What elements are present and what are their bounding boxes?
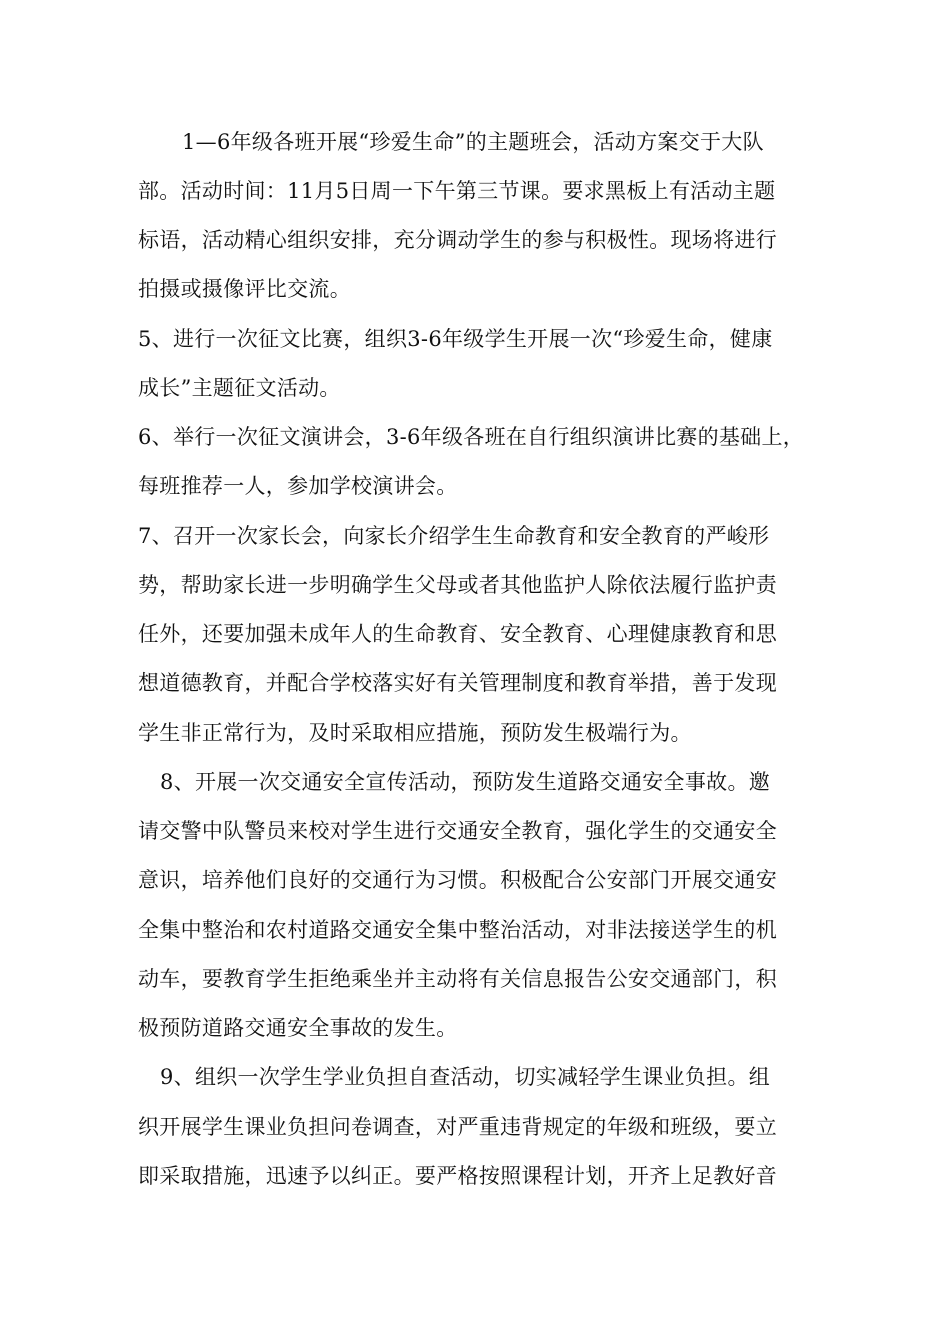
paragraph-line: 标语，活动精心组织安排，充分调动学生的参与积极性。现场将进行 (138, 228, 777, 252)
paragraph-line: 织开展学生课业负担问卷调查，对严重违背规定的年级和班级，要立 (138, 1115, 777, 1139)
paragraph-line: 每班推荐一人，参加学校演讲会。 (138, 474, 458, 498)
paragraph-line: 学生非正常行为，及时采取相应措施，预防发生极端行为。 (138, 721, 692, 745)
paragraph-line: 势，帮助家长进一步明确学生父母或者其他监护人除依法履行监护责 (138, 573, 777, 597)
paragraph-line: 任外，还要加强未成年人的生命教育、安全教育、心理健康教育和思 (138, 622, 777, 646)
paragraph-line: 全集中整治和农村道路交通安全集中整治活动，对非法接送学生的机 (138, 918, 777, 942)
paragraph-line: 1—6年级各班开展“珍爱生命”的主题班会，活动方案交于大队 (182, 130, 764, 154)
paragraph-line: 5、进行一次征文比赛，组织3-6年级学生开展一次“珍爱生命，健康 (138, 327, 773, 351)
paragraph-line: 拍摄或摄像评比交流。 (138, 277, 351, 301)
paragraph-line: 意识，培养他们良好的交通行为习惯。积极配合公安部门开展交通安 (138, 868, 777, 892)
paragraph-line: 部。活动时间：11月5日周一下午第三节课。要求黑板上有活动主题 (138, 179, 776, 203)
paragraph-line: 想道德教育，并配合学校落实好有关管理制度和教育举措，善于发现 (138, 671, 777, 695)
paragraph-line: 即采取措施，迅速予以纠正。要严格按照课程计划，开齐上足教好音 (138, 1164, 777, 1188)
paragraph-line: 极预防道路交通安全事故的发生。 (138, 1016, 458, 1040)
paragraph-line: 动车，要教育学生拒绝乘坐并主动将有关信息报告公安交通部门，积 (138, 967, 777, 991)
paragraph-line: 7、召开一次家长会，向家长介绍学生生命教育和安全教育的严峻形 (138, 524, 770, 548)
paragraph-line: 6、举行一次征文演讲会，3-6年级各班在自行组织演讲比赛的基础上， (138, 425, 805, 449)
paragraph-line: 请交警中队警员来校对学生进行交通安全教育，强化学生的交通安全 (138, 819, 777, 843)
paragraph-line: 9、组织一次学生学业负担自查活动，切实减轻学生课业负担。组 (160, 1065, 771, 1089)
paragraph-line: 8、开展一次交通安全宣传活动，预防发生道路交通安全事故。邀 (160, 770, 771, 794)
paragraph-line: 成长”主题征文活动。 (138, 376, 341, 400)
